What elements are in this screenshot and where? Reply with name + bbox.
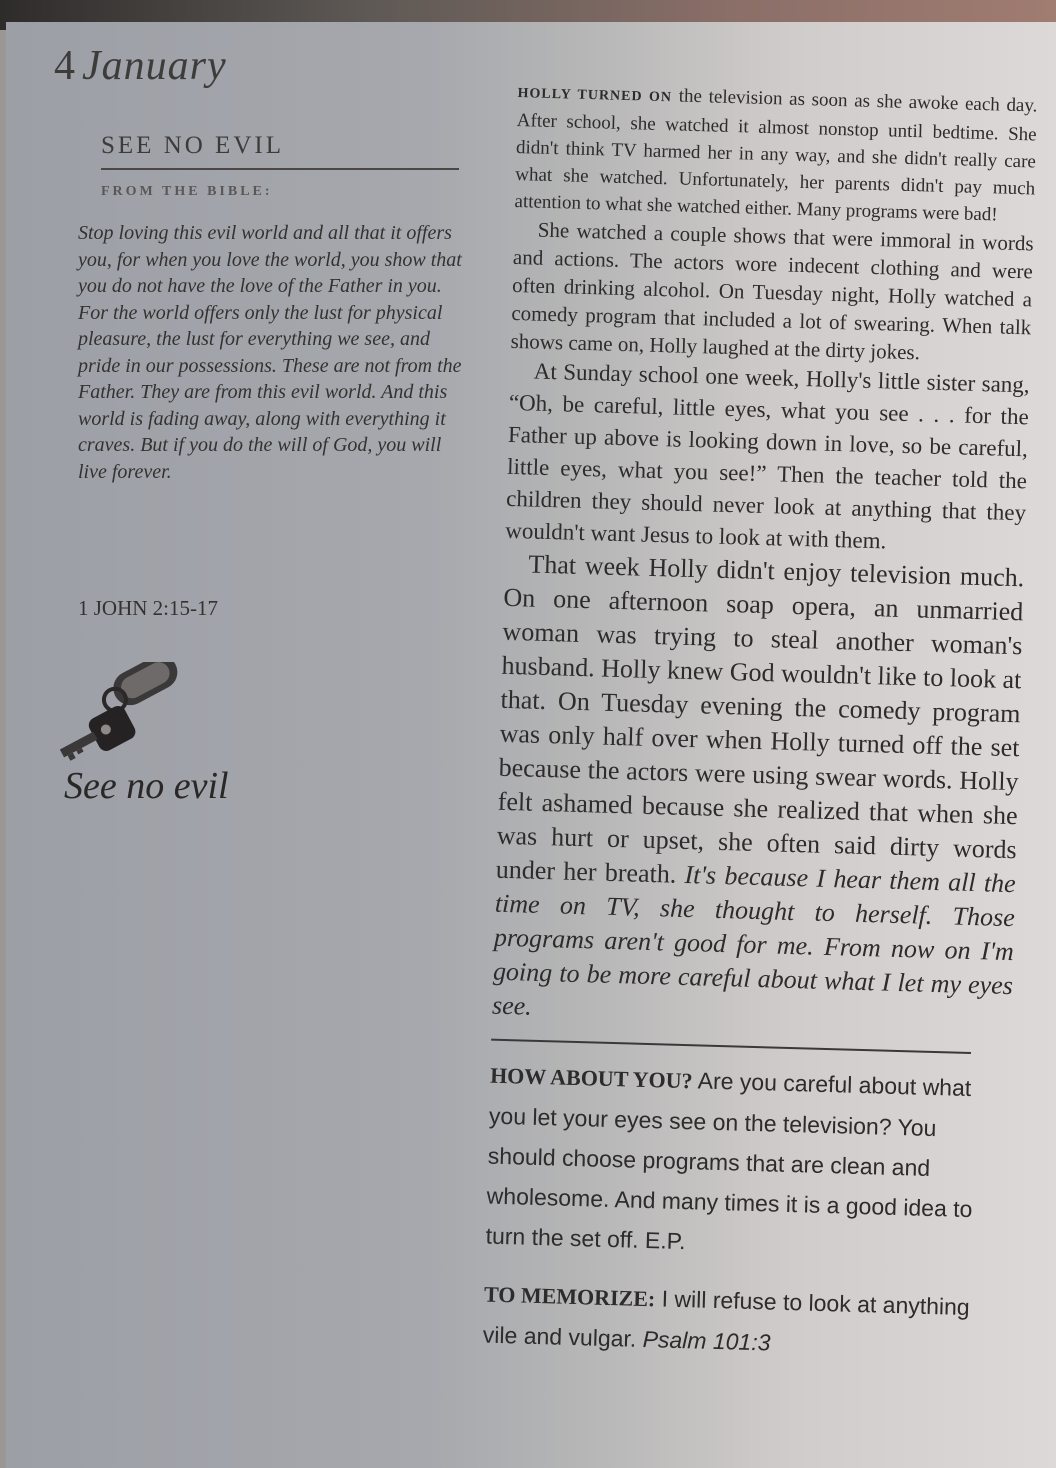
story-paragraph-2: She watched a couple shows that were immoral in words and actions. The actors wore indecent clothing and were often drinking alcohol. On Tuesday night, Holly watched a comedy program that included a lot of swearing. When talk shows came on, Holly laughed at the dirty jokes.	[510, 217, 1034, 365]
page-date	[54, 42, 227, 90]
to-memorize	[482, 1274, 1004, 1369]
devotion-title: SEE NO EVIL	[101, 132, 284, 159]
story-paragraph-4-text: That week Holly didn't enjoy television much. On one afternoon soap opera, an unmarried woman was trying to steal another woman's husband. Holly knew God wouldn't like to look at that. On Tuesday evening the comedy program was only half over when Holly turned off the set because the actors were using swear words. Holly felt ashamed because she realized that when she was hurt or upset, she often said dirty words under her breath.	[495, 549, 1025, 889]
verse-reference: 1 JOHN 2:15-17	[78, 596, 218, 620]
date-number: 4	[54, 43, 76, 89]
story-paragraph-4	[492, 547, 1025, 1037]
story-paragraph-1-text: the television as soon as she awoke each day. After school, she watched it almost nonstop until bedtime. She didn't think TV harmed her in any way, and she didn't really care what she watched. Unfortunately, her parents didn't pay much attention to what she watched either. Many programs were bad!	[514, 85, 1038, 226]
illustration-caption: See no evil	[64, 765, 229, 807]
from-bible-label: FROM THE BIBLE:	[101, 184, 273, 199]
how-about-you-text: Are you careful about what you let your eyes see on the television? You should choose programs that are clean and wholesome. And many times it is a good idea to turn the set off. E.P.	[485, 1067, 973, 1255]
how-about-you	[485, 1055, 1010, 1270]
to-memorize-label: TO MEMORIZE:	[483, 1281, 656, 1312]
to-memorize-text: I will refuse to look at anything vile and vulgar.	[482, 1285, 971, 1352]
date-month: January	[82, 43, 227, 89]
story-paragraph-4-thought: It's because I hear them all the time on TV, she thought to herself. Those programs aren't good for me. From now on I'm going to be more careful about what I let my eyes see.	[491, 859, 1017, 1021]
story-paragraph-1	[514, 78, 1038, 229]
story-paragraph-3: At Sunday school one week, Holly's little sister sang, “Oh, be careful, little eyes, what you see . . . for the Father up above is looking down in love, so be careful, little eyes, what you see!” Then the teacher told the children they should never look at anything that they wouldn't want Jesus to look at with them.	[505, 358, 1030, 554]
devotional-page	[6, 22, 1056, 1468]
story-lead: HOLLY TURNED ON	[517, 85, 673, 106]
bible-verse: Stop loving this evil world and all that it offers you, for when you love the world, you show that you do not have the love of the Father in you. For the world offers only the lust for physical pleasure, the lust for everything we see, and pride in our possessions. These are not from the Father. They are from this evil world. And this world is fading away, along with everything it craves. But if you do the will of God, you will live forever.	[78, 222, 462, 483]
car-key-icon	[46, 662, 206, 767]
section-divider	[491, 1039, 971, 1054]
to-memorize-citation: Psalm 101:3	[642, 1325, 771, 1356]
story-column	[482, 78, 1037, 1369]
how-about-you-label: HOW ABOUT YOU?	[489, 1062, 693, 1094]
title-divider	[101, 168, 459, 170]
